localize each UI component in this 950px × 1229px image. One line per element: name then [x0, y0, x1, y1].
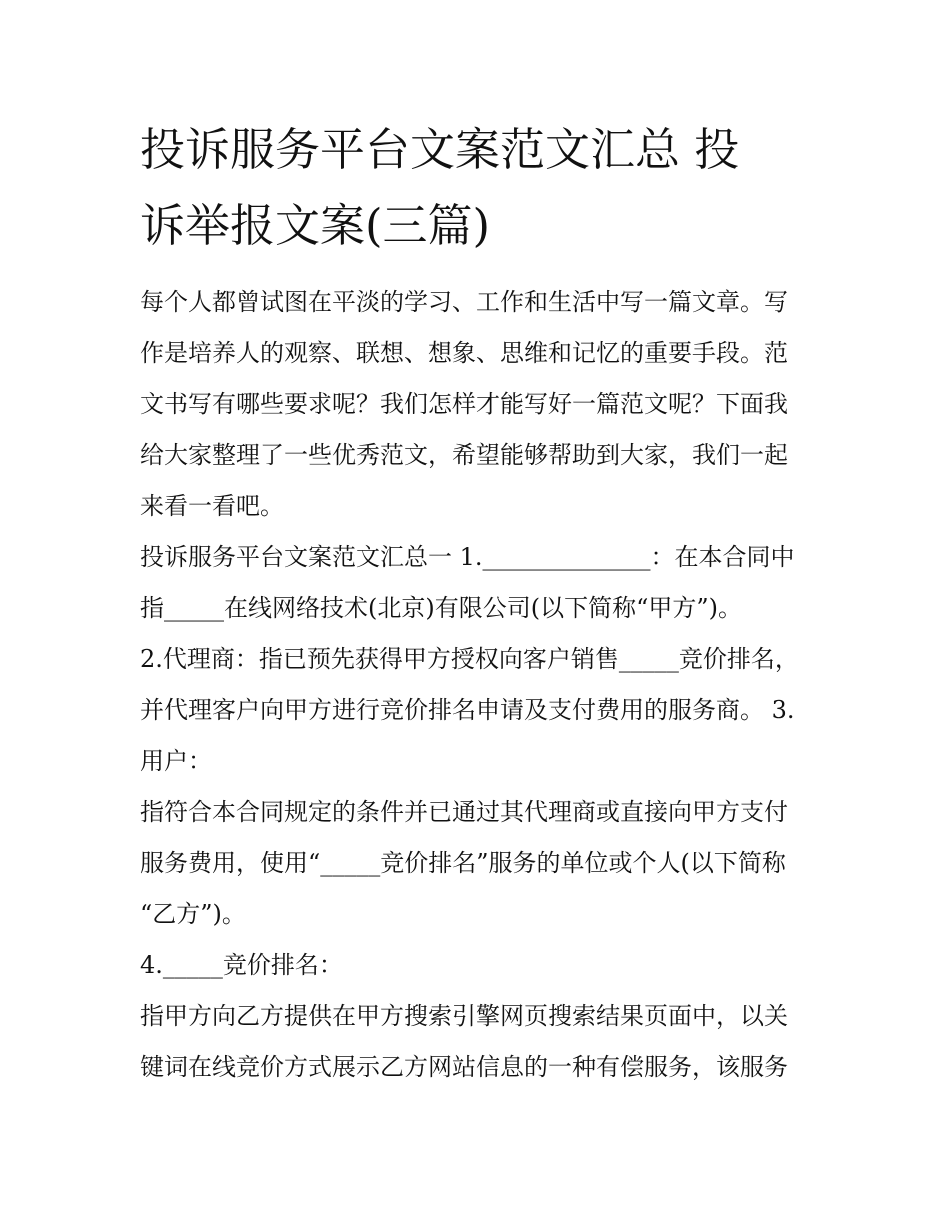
body-line-6: 投诉服务平台文案范文汇总一 1.______________：在本合同中	[140, 543, 795, 571]
body-line-15: 指甲方向乙方提供在甲方搜索引擎网页搜索结果页面中，以关	[140, 1002, 788, 1030]
document-body	[140, 280, 820, 1096]
body-line-12: 服务费用，使用“_____竞价排名”服务的单位或个人(以下简称	[140, 849, 786, 877]
body-line-10: 用户：	[140, 747, 212, 775]
body-line-4: 给大家整理了一些优秀范文，希望能够帮助到大家，我们一起	[140, 441, 788, 469]
body-line-1: 每个人都曾试图在平淡的学习、工作和生活中写一篇文章。写	[140, 288, 788, 316]
body-line-11: 指符合本合同规定的条件并已通过其代理商或直接向甲方支付	[140, 798, 788, 826]
body-line-3: 文书写有哪些要求呢？我们怎样才能写好一篇范文呢？下面我	[140, 390, 788, 418]
body-line-2: 作是培养人的观察、联想、想象、思维和记忆的重要手段。范	[140, 339, 788, 367]
body-line-7: 指_____在线网络技术(北京)有限公司(以下简称“甲方”)。	[140, 594, 742, 622]
body-line-16: 键词在线竞价方式展示乙方网站信息的一种有偿服务，该服务	[140, 1053, 788, 1081]
body-line-9: 并代理客户向甲方进行竞价排名申请及支付费用的服务商。 3.	[140, 696, 795, 724]
body-line-5: 来看一看吧。	[140, 492, 284, 520]
body-line-8: 2.代理商：指已预先获得甲方授权向客户销售_____竞价排名，	[140, 645, 799, 673]
title-line-1: 投诉服务平台文案范文汇总 投	[140, 123, 740, 176]
body-line-14: 4._____竞价排名：	[140, 951, 343, 979]
body-line-13: “乙方”)。	[140, 900, 246, 928]
title-line-2: 诉举报文案(三篇)	[140, 199, 491, 252]
document-title	[140, 112, 820, 264]
